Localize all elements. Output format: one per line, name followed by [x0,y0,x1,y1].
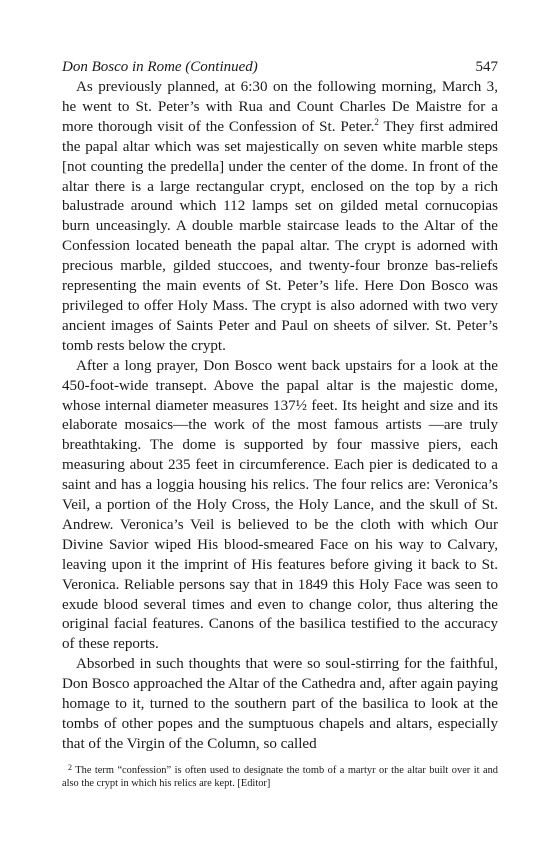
paragraph-1 [62,78,498,357]
paragraph-1-text-continued: They first admired the papal altar which was set majestically on seven white marble steps [not counting the predella] under the center of the dome. In front of the altar there is a large rectangular crypt, enclosed on the top by a rich balustrade around which 112 lamps set on gilded metal cornucopias burn unceasingly. A double marble staircase leads to the Altar of the Confession located beneath the papal altar. The crypt is adorned with precious marble, gilded stuccoes, and twenty-four bronze bas-reliefs representing the main events of St. Peter’s life. Here Don Bosco was privileged to offer Holy Mass. The crypt is also adorned with two very ancient images of Saints Peter and Paul on sheets of silver. St. Peter’s tomb rests below the crypt. [62,118,498,354]
footnote-text: The term “confession” is often used to designate the tomb of a martyr or the altar built over it and also the crypt in which his relics are kept. [Editor] [62,764,498,790]
running-head [62,58,498,76]
page-number: 547 [475,59,498,75]
running-title: Don Bosco in Rome (Continued) [62,59,258,75]
paragraph-3: Absorbed in such thoughts that were so soul-stirring for the faithful, Don Bosco approached the Altar of the Cathedra and, after again paying homage to it, turned to the southern part of the basilica to look at the tombs of other popes and the sumptuous chapels and altars, especially that of the Virgin of the Column, so called [62,656,498,752]
body-text [62,78,498,755]
paragraph-1-text: As previously planned, at 6:30 on the following morning, March 3, he went to St. Peter’s with Rua and Count Charles De Maistre for a more thorough visit of the Confession of St. Peter. [62,79,498,135]
book-page [62,58,498,791]
footnote-marker: 2 [68,762,72,772]
paragraph-2: After a long prayer, Don Bosco went back upstairs for a look at the 450-foot-wide transept. Above the papal altar is the majestic dome, whose internal diameter measures 137½ feet. Its height and size and its elaborate mosaics—the work of the most famous artists —are truly breathtaking. The dome is supported by four massive piers, each measuring about 235 feet in circumference. Each pier is dedicated to a saint and has a loggia housing his relics. The four relics are: Veronica’s Veil, a portion of the Holy Cross, the Holy Lance, and the skull of St. Andrew. Veronica’s Veil is believed to be the cloth with which Our Divine Savior wiped His blood-smeared Face on his way to Calvary, leaving upon it the imprint of His features before giving it back to St. Veronica. Reliable persons say that in 1849 this Holy Face was seen to exude blood several times and even to change color, thus altering the original facial features. Canons of the basilica testified to the accuracy of these reports. [62,357,498,653]
footnote [62,764,498,791]
footnote-reference: 2 [374,116,379,127]
